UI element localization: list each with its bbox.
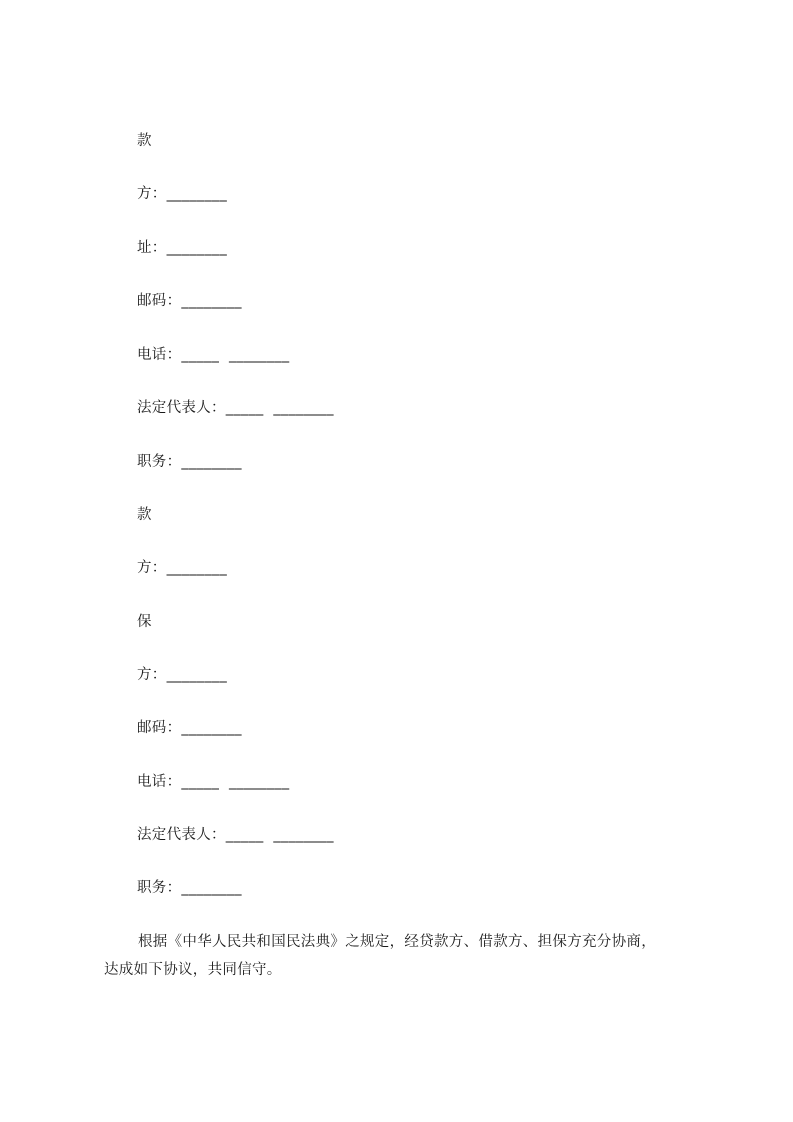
- guarantor-position-field: 职务：________: [137, 880, 242, 896]
- intro-paragraph-line1: 根据《中华人民共和国民法典》之规定，经贷款方、借款方、担保方充分协商，: [138, 934, 656, 950]
- guarantor-heading: 保: [137, 614, 152, 630]
- borrower-heading: 款: [137, 507, 152, 523]
- guarantor-phone-field: 电话：_____ ________: [137, 774, 290, 790]
- lender-address-field: 址：________: [137, 240, 227, 256]
- lender-position-field: 职务：________: [137, 454, 242, 470]
- intro-paragraph-line2: 达成如下协议，共同信守。: [104, 962, 282, 978]
- intro-paragraph: [104, 928, 704, 984]
- guarantor-party-field: 方：________: [137, 667, 227, 683]
- lender-legal-rep-field: 法定代表人：_____ ________: [137, 400, 334, 416]
- guarantor-postcode-field: 邮码：________: [137, 720, 242, 736]
- lender-party-field: 方：________: [137, 186, 227, 202]
- borrower-party-field: 方：________: [137, 560, 227, 576]
- lender-phone-field: 电话：_____ ________: [137, 347, 290, 363]
- guarantor-legal-rep-field: 法定代表人：_____ ________: [137, 827, 334, 843]
- lender-postcode-field: 邮码：________: [137, 293, 242, 309]
- lender-heading: 款: [137, 133, 152, 149]
